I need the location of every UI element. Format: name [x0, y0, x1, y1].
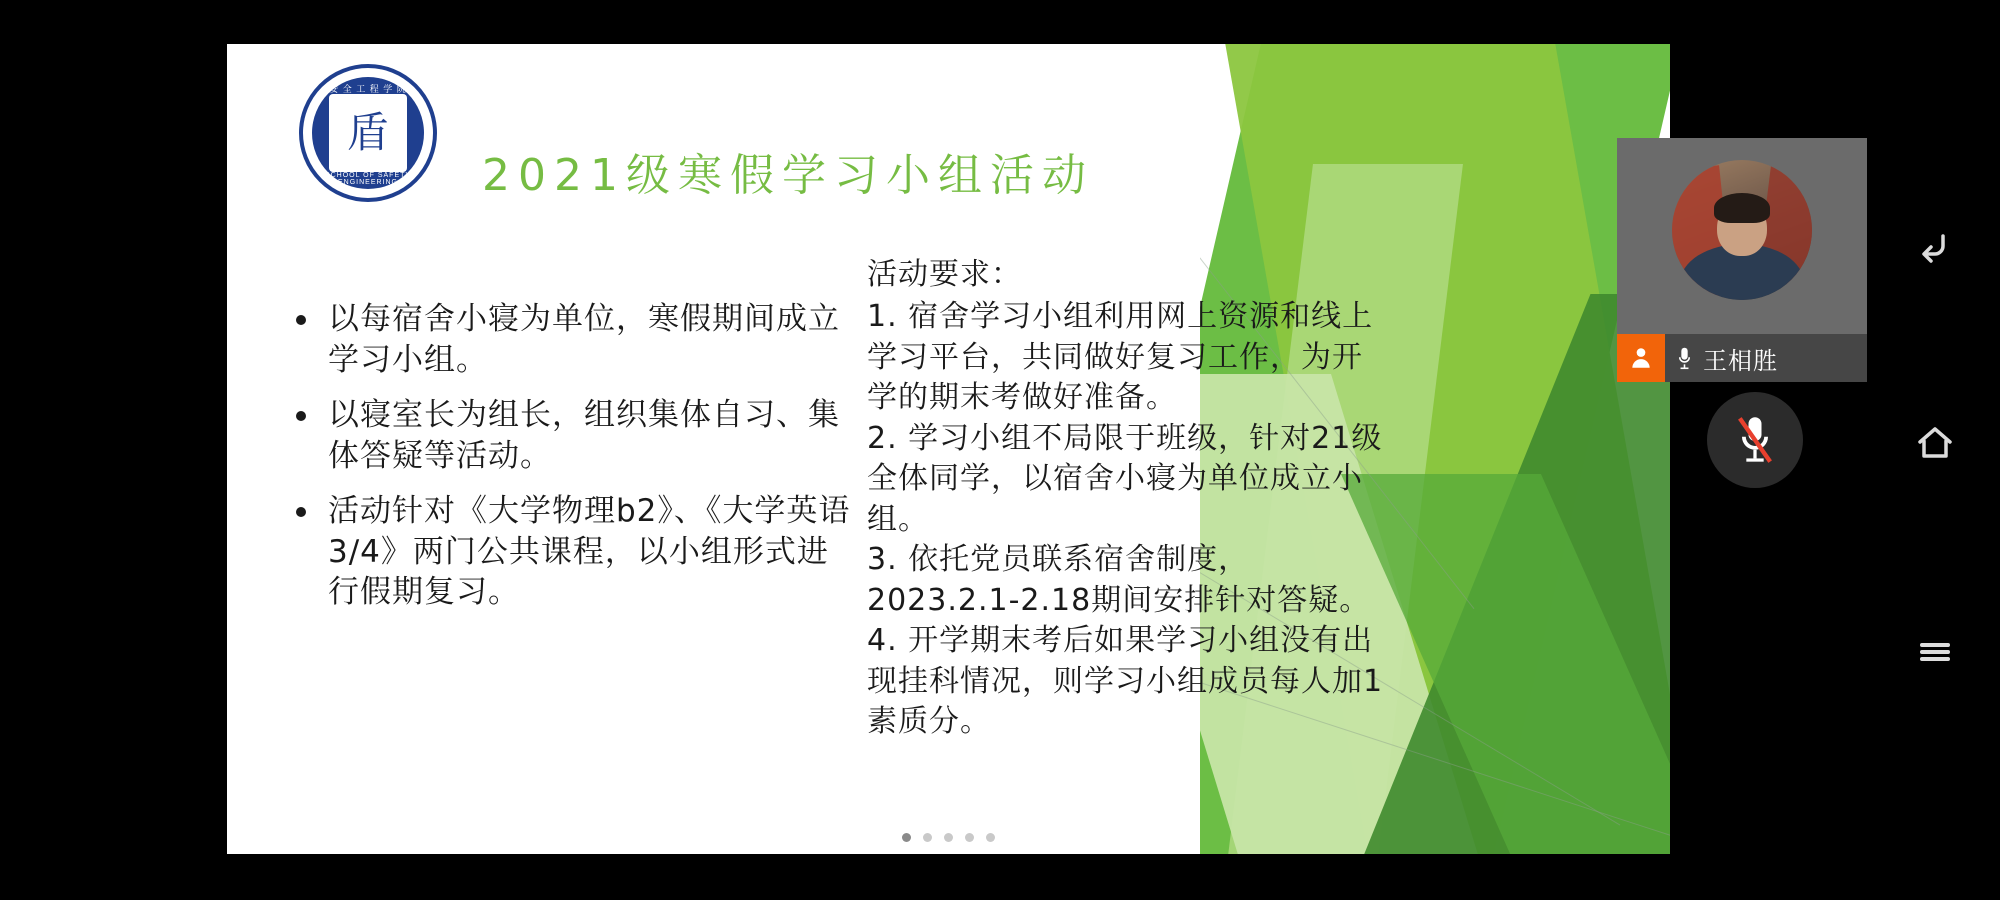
- avatar: [1672, 160, 1812, 300]
- microphone-icon: [1665, 345, 1703, 371]
- system-navigation-bar: [1870, 0, 2000, 900]
- logo-center-glyph: 盾: [329, 94, 407, 172]
- requirement-item: 4. 开学期末考后如果学习小组没有出现挂科情况，则学习小组成员每人加1素质分。: [867, 623, 1384, 739]
- page-dot-1[interactable]: [902, 833, 911, 842]
- menu-icon[interactable]: [1905, 622, 1965, 682]
- requirement-item: 1. 宿舍学习小组利用网上资源和线上学习平台，共同做好复习工作，为开学的期末考做好准备。: [867, 299, 1374, 415]
- page-dot-3[interactable]: [944, 833, 953, 842]
- shared-slide[interactable]: [227, 44, 1670, 854]
- logo-top-text: 安 全 工 程 学 院: [329, 84, 407, 94]
- participant-name: 王相胜: [1703, 346, 1778, 375]
- home-icon[interactable]: [1905, 413, 1965, 473]
- back-icon[interactable]: [1905, 218, 1965, 278]
- requirement-item: 2. 学习小组不局限于班级，针对21级全体同学，以宿舍小寝为单位成立小组。: [867, 420, 1383, 537]
- requirements-heading: 活动要求：: [867, 257, 1022, 292]
- page-dot-4[interactable]: [965, 833, 974, 842]
- participant-video-tile[interactable]: [1617, 138, 1867, 382]
- person-icon: [1617, 334, 1665, 382]
- requirement-item: 3. 依托党员联系宿舍制度，2023.2.1-2.18期间安排针对答疑。: [867, 542, 1371, 618]
- video-tile-footer: [1617, 334, 1867, 382]
- slide-requirements: [867, 249, 1387, 743]
- school-logo: [299, 64, 437, 202]
- page-dot-5[interactable]: [986, 833, 995, 842]
- list-item: 以寝室长为组长，组织集体自习、集体答疑等活动。: [282, 395, 852, 477]
- microphone-muted-icon[interactable]: [1707, 392, 1803, 488]
- list-item: 以每宿舍小寝为单位，寒假期间成立学习小组。: [282, 299, 852, 381]
- logo-bottom-text: SCHOOL OF SAFETY ENGINEERING: [324, 172, 412, 186]
- page-dot-2[interactable]: [923, 833, 932, 842]
- slide-pagination[interactable]: [227, 833, 1670, 842]
- slide-bullet-list: [282, 299, 852, 627]
- list-item: 活动针对《大学物理b2》、《大学英语3/4》两门公共课程，以小组形式进行假期复习。: [282, 491, 852, 614]
- slide-title: 2021级寒假学习小组活动: [482, 150, 1094, 201]
